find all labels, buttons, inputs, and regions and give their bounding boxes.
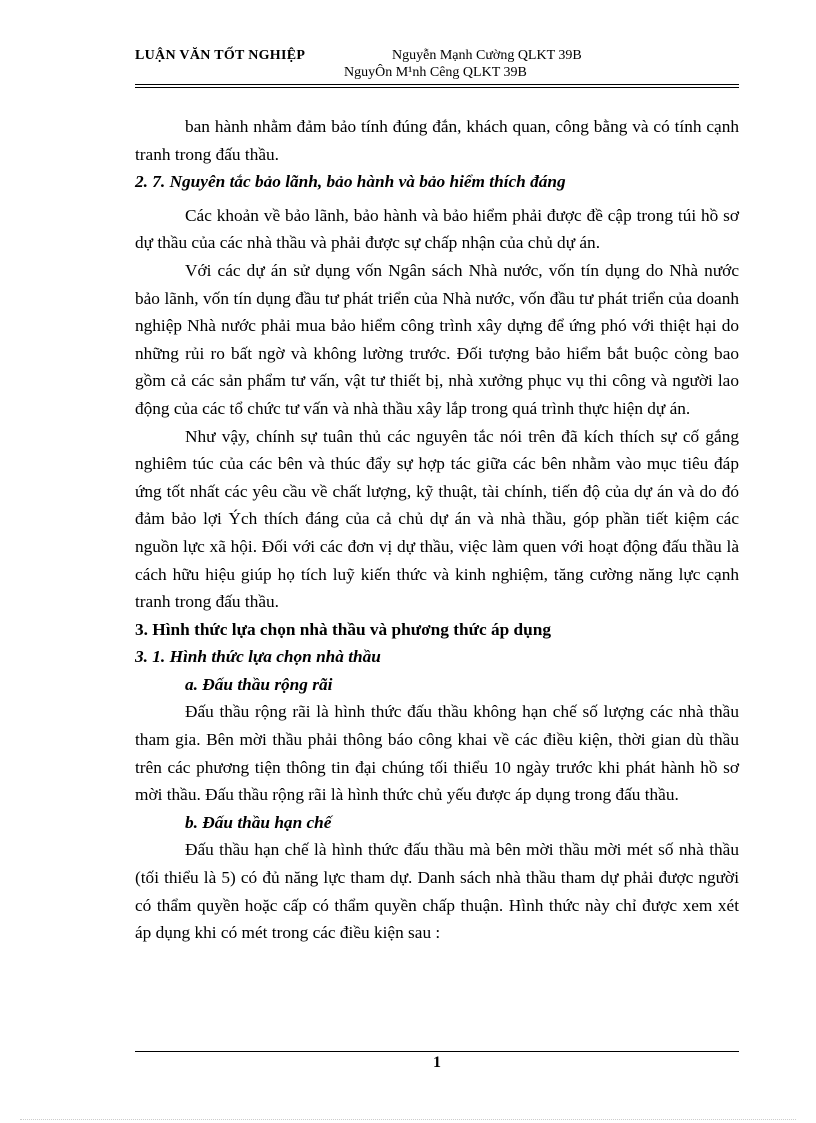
page-number: 1 <box>433 1054 441 1071</box>
paragraph: Đấu thầu rộng rãi là hình thức đấu thầu không hạn chế số lượng các nhà thầu tham gia. Bên mời thầu phải thông báo công khai về các điều kiện, thời gian dù thầu trên các phương tiện thông tin đại chúng tối thiểu 10 ngày trước khi phát hành hồ sơ mời thầu. Đấu thầu rộng rãi là hình thức chủ yếu được áp dụng trong đấu thầu. <box>135 702 739 805</box>
paragraph: Các khoản về bảo lãnh, bảo hành và bảo hiểm phải được đề cập trong túi hồ sơ dự thầu của các nhà thầu và phải được sự chấp nhận của chủ dự án. <box>135 205 739 253</box>
section-heading-3-1: 3. 1. Hình thức lựa chọn nhà thầu <box>135 647 381 667</box>
subheading-a: a. Đấu thầu rộng rãi <box>185 674 333 694</box>
paragraph: Như vậy, chính sự tuân thủ các nguyên tắc nói trên đã kích thích sự cố gắng nghiêm túc của các bên và thúc đẩy sự hợp tác giữa các bên nhằm vào mục tiêu đáp ứng tốt nhất các yêu cầu về chất lượng, kỹ thuật, tài chính, tiến độ của dự án và do đó đảm bảo lợi Ých thích đáng của cả chủ dự án và nhà thầu, góp phần tiết kiệm các nguồn lực xã hội. Đối với các đơn vị dự thầu, việc làm quen với hoạt động đấu thầu là cách hữu hiệu giúp họ tích luỹ kiến thức và kinh nghiệm, tăng cường năng lực cạnh tranh trong đấu thầu. <box>135 426 739 612</box>
header-author-garbled: NguyÔn M¹nh Cêng QLKT 39B <box>344 65 527 80</box>
document-body <box>135 113 739 947</box>
paragraph: Đấu thầu hạn chế là hình thức đấu thầu mà bên mời thầu mời mét số nhà thầu (tối thiểu là 5) có đủ năng lực tham dự. Danh sách nhà thầu tham dự phải được người có thẩm quyền hoặc cấp có thẩm quyền chấp thuận. Hình thức này chỉ được xem xét áp dụng khi có mét trong các điều kiện sau : <box>135 840 739 943</box>
header-author: Nguyễn Mạnh Cường QLKT 39B <box>392 48 582 63</box>
footer-rule <box>135 1051 739 1052</box>
header-rule-top <box>135 84 739 85</box>
section-heading-2-7: 2. 7. Nguyên tắc bảo lãnh, bảo hành và bảo hiểm thích đáng <box>135 172 566 192</box>
page-edge-divider <box>20 1119 796 1120</box>
section-heading-3: 3. Hình thức lựa chọn nhà thầu và phương thức áp dụng <box>135 619 552 639</box>
paragraph: Với các dự án sử dụng vốn Ngân sách Nhà nước, vốn tín dụng do Nhà nước bảo lãnh, vốn tín dụng đầu tư phát triển của Nhà nước, vốn đầu tư phát triển của doanh nghiệp Nhà nước phải mua bảo hiểm công trình xây dựng để ứng phó với thiệt hại do những rủi ro bất ngờ và không lường trước. Đối tượng bảo hiểm bắt buộc còng bao gồm cả các sản phẩm tư vấn, vật tư thiết bị, nhà xưởng phục vụ thi công và người lao động của các tổ chức tư vấn và nhà thầu xây lắp trong quá trình thực hiện dự án. <box>135 260 739 418</box>
subheading-b: b. Đấu thầu hạn chế <box>185 812 332 832</box>
paragraph: ban hành nhằm đảm bảo tính đúng đắn, khách quan, công bằng và có tính cạnh tranh trong đấu thầu. <box>135 117 739 164</box>
header-title: LUẬN VĂN TỐT NGHIỆP <box>135 48 306 63</box>
header-rule-bottom <box>135 87 739 88</box>
